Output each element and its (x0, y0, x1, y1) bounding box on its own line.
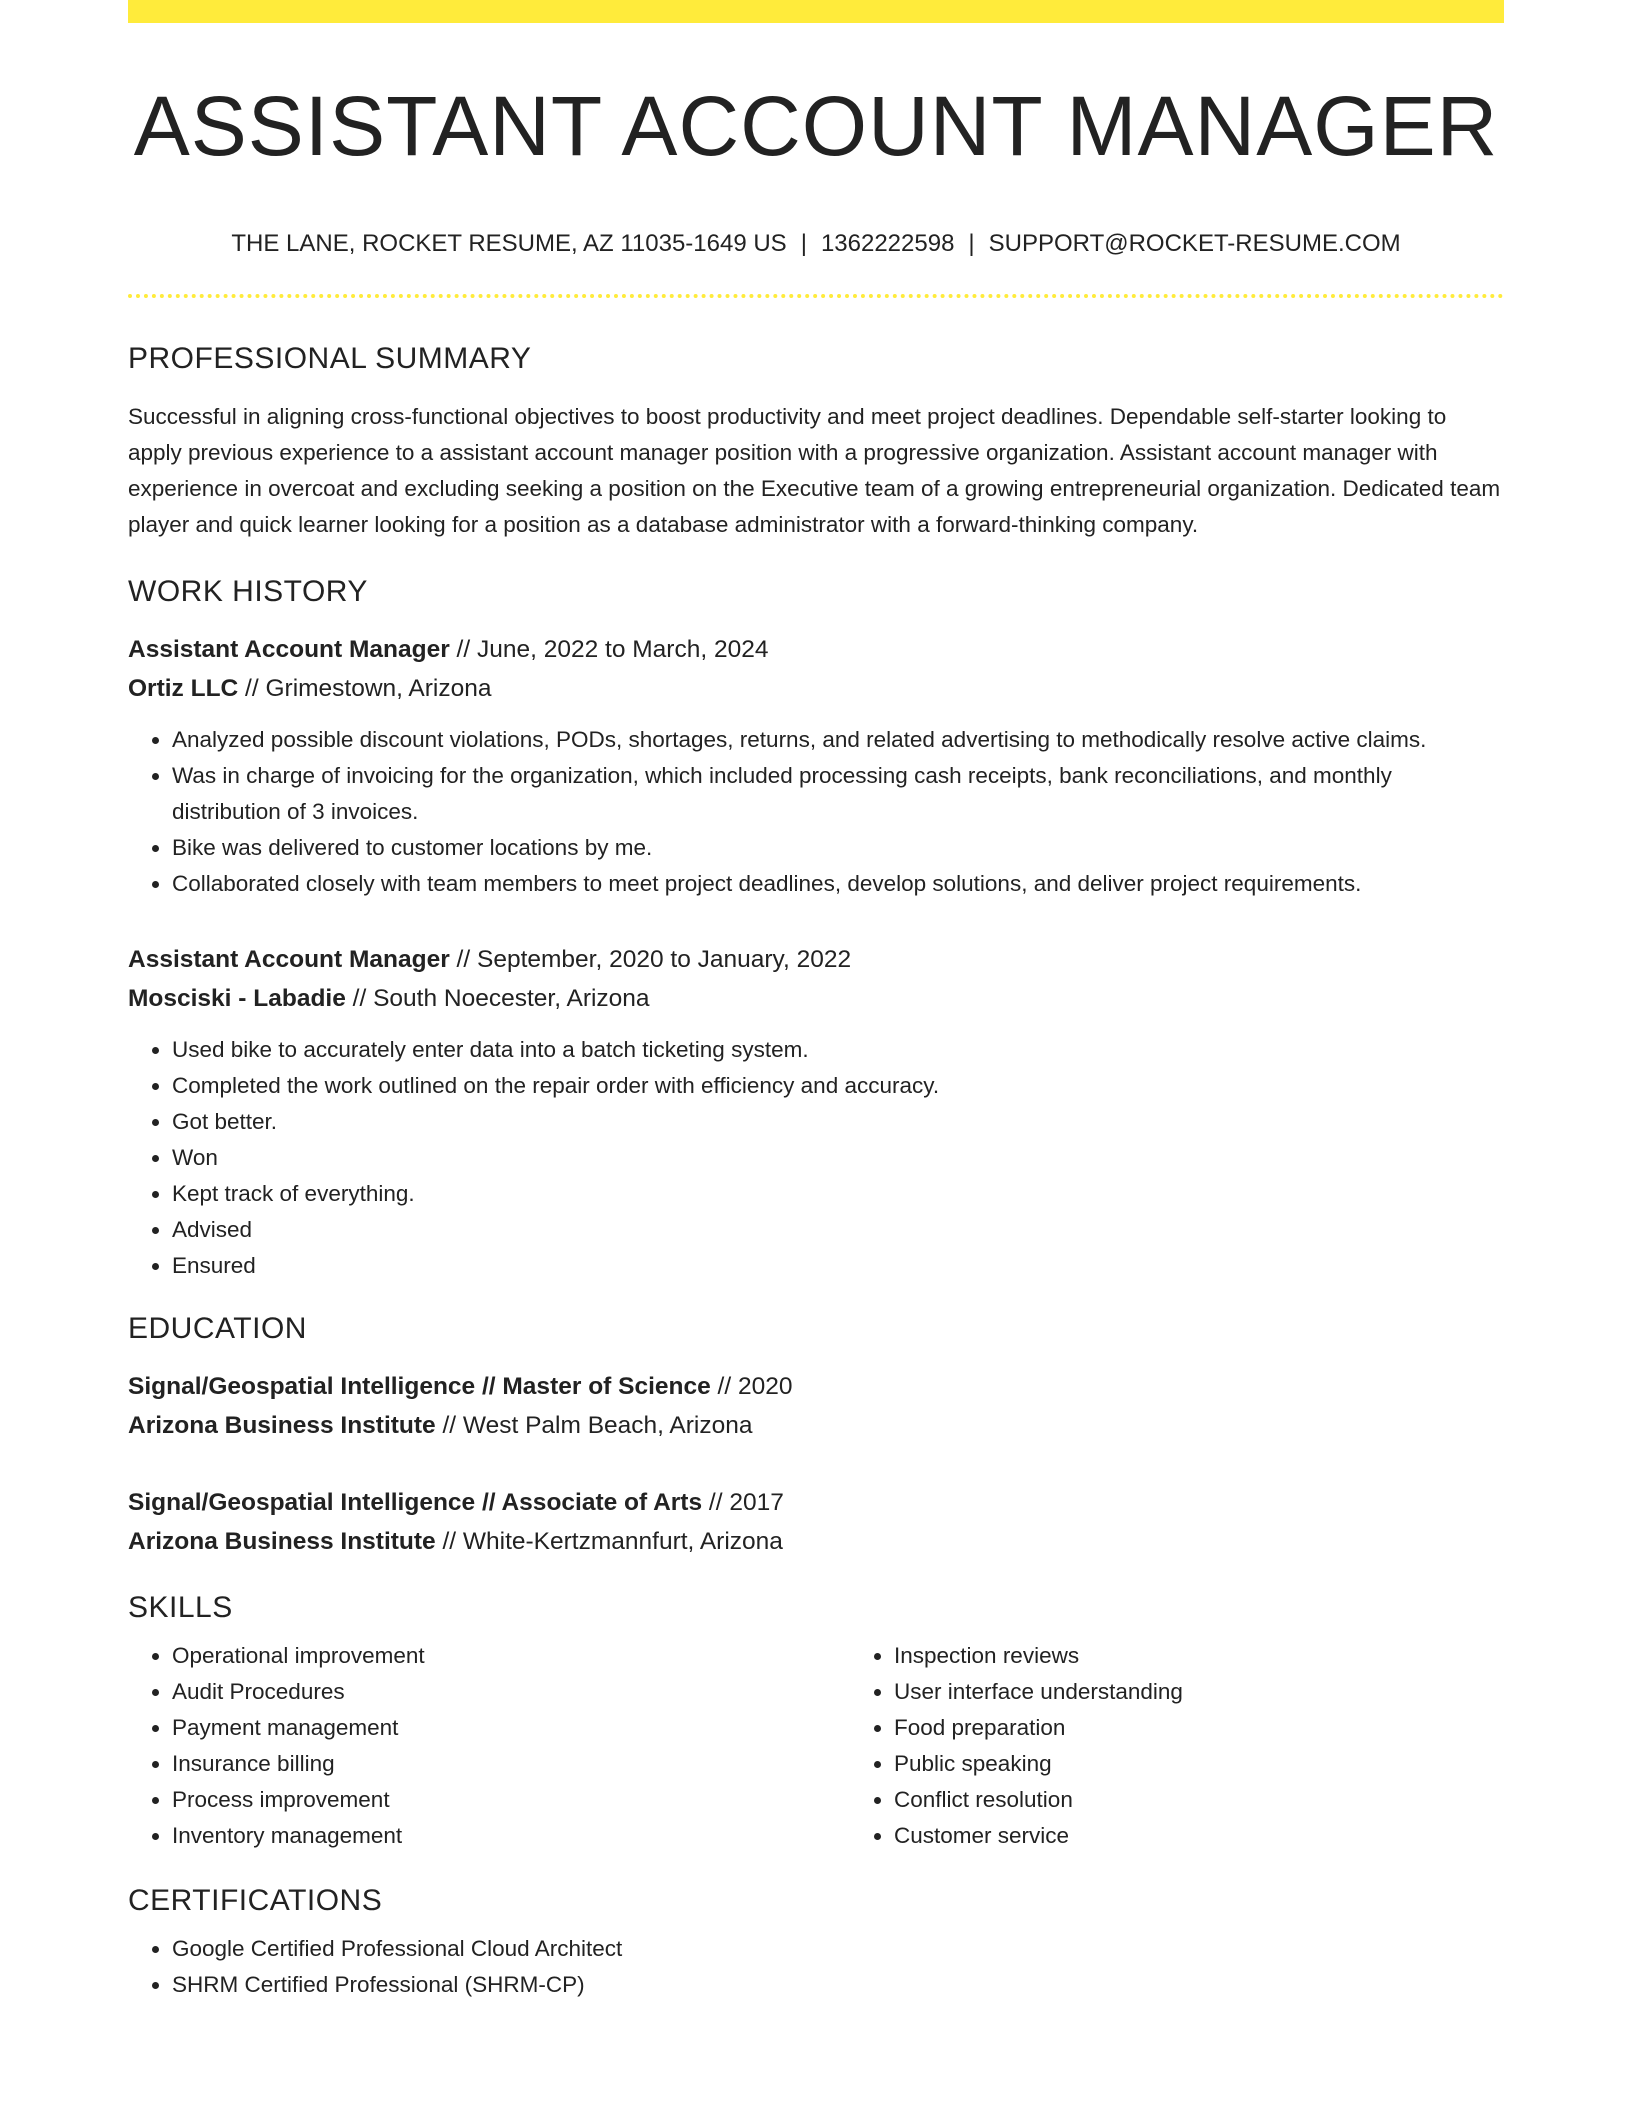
section-heading-summary: PROFESSIONAL SUMMARY (128, 342, 532, 376)
contact-separator: | (800, 230, 807, 258)
job-location: // Grimestown, Arizona (238, 675, 492, 703)
job-entry (128, 630, 1504, 902)
list-item: • Ensured (172, 1248, 1504, 1284)
list-item: • Insurance billing (172, 1746, 850, 1782)
contact-email: SUPPORT@ROCKET-RESUME.COM (988, 230, 1401, 258)
list-item: • Advised (172, 1212, 1504, 1248)
dotted-divider (128, 294, 1504, 298)
list-item: • Used bike to accurately enter data into a batch ticketing system. (172, 1032, 1504, 1068)
skills-list-right (850, 1638, 1572, 1854)
education-degree-line (128, 1483, 1504, 1522)
list-item: • Completed the work outlined on the repair order with efficiency and accuracy. (172, 1068, 1504, 1104)
list-item: • Bike was delivered to customer locations by me. (172, 830, 1504, 866)
education-school-line (128, 1522, 1504, 1561)
job-dates: // June, 2022 to March, 2024 (449, 636, 769, 664)
list-item: • Was in charge of invoicing for the organization, which included processing cash receipts, bank reconciliations, and monthly distribution of 3 invoices. (172, 758, 1504, 830)
job-company-line (128, 979, 1504, 1018)
list-item: • Operational improvement (172, 1638, 850, 1674)
list-item: • Inventory management (172, 1818, 850, 1854)
education-degree: Signal/Geospatial Intelligence // Master of Science (128, 1373, 711, 1401)
list-item: • Customer service (894, 1818, 1572, 1854)
job-bullets (128, 722, 1504, 902)
job-title: Assistant Account Manager (128, 636, 450, 664)
job-dates: // September, 2020 to January, 2022 (449, 946, 852, 974)
job-title-line (128, 630, 1504, 669)
skills-columns (128, 1638, 1504, 1854)
job-title: Assistant Account Manager (128, 946, 450, 974)
job-bullets (128, 1032, 1504, 1284)
list-item: • Analyzed possible discount violations, PODs, shortages, returns, and related advertising to methodically resolve active claims. (172, 722, 1504, 758)
list-item: • Food preparation (894, 1710, 1572, 1746)
education-school: Arizona Business Institute (128, 1528, 436, 1556)
skills-list-left (128, 1638, 850, 1854)
education-degree-line (128, 1367, 1504, 1406)
contact-address: THE LANE, ROCKET RESUME, AZ 11035-1649 US (231, 230, 787, 258)
education-degree: Signal/Geospatial Intelligence // Associate of Arts (128, 1489, 703, 1517)
education-school-line (128, 1406, 1504, 1445)
education-year: // 2017 (702, 1489, 784, 1517)
list-item: • User interface understanding (894, 1674, 1572, 1710)
list-item: • Audit Procedures (172, 1674, 850, 1710)
job-title-line (128, 940, 1504, 979)
list-item: • SHRM Certified Professional (SHRM-CP) (172, 1967, 1504, 2003)
list-item: • Payment management (172, 1710, 850, 1746)
job-location: // South Noecester, Arizona (345, 985, 650, 1013)
education-year: // 2020 (710, 1373, 793, 1401)
contact-line (128, 230, 1504, 258)
section-heading-work-history: WORK HISTORY (128, 575, 368, 609)
education-location: // White-Kertzmannfurt, Arizona (435, 1528, 783, 1556)
contact-phone: 1362222598 (820, 230, 955, 258)
education-entry (128, 1483, 1504, 1561)
list-item: • Process improvement (172, 1782, 850, 1818)
list-item: • Won (172, 1140, 1504, 1176)
job-entry (128, 940, 1504, 1284)
list-item: • Google Certified Professional Cloud Architect (172, 1931, 1504, 1967)
resume-title: ASSISTANT ACCOUNT MANAGER (133, 79, 1499, 173)
list-item: • Got better. (172, 1104, 1504, 1140)
summary-text: Successful in aligning cross-functional objectives to boost productivity and meet project deadlines. Dependable self-starter looking to apply previous experience to a assistant account manager position with a progressive organization. Assistant account manager with experience in overcoat and excluding seeking a position on the Executive team of a growing entrepreneurial organization. Dedicated team player and quick learner looking for a position as a database administrator with a forward-thinking company. (128, 404, 1501, 538)
list-item: • Conflict resolution (894, 1782, 1572, 1818)
job-company-line (128, 669, 1504, 708)
section-heading-skills: SKILLS (128, 1591, 233, 1625)
job-company: Ortiz LLC (128, 675, 239, 703)
section-heading-certifications: CERTIFICATIONS (128, 1884, 383, 1918)
list-item: • Public speaking (894, 1746, 1572, 1782)
education-school: Arizona Business Institute (128, 1412, 436, 1440)
certifications-list (128, 1931, 1504, 2003)
resume-page (128, 0, 1504, 2112)
accent-top-bar (128, 0, 1504, 23)
list-item: • Collaborated closely with team members to meet project deadlines, develop solutions, and deliver project requirements. (172, 866, 1504, 902)
list-item: • Inspection reviews (894, 1638, 1572, 1674)
education-location: // West Palm Beach, Arizona (435, 1412, 753, 1440)
education-entry (128, 1367, 1504, 1445)
job-company: Mosciski - Labadie (128, 985, 346, 1013)
contact-separator: | (968, 230, 975, 258)
list-item: • Kept track of everything. (172, 1176, 1504, 1212)
section-heading-education: EDUCATION (128, 1312, 307, 1346)
